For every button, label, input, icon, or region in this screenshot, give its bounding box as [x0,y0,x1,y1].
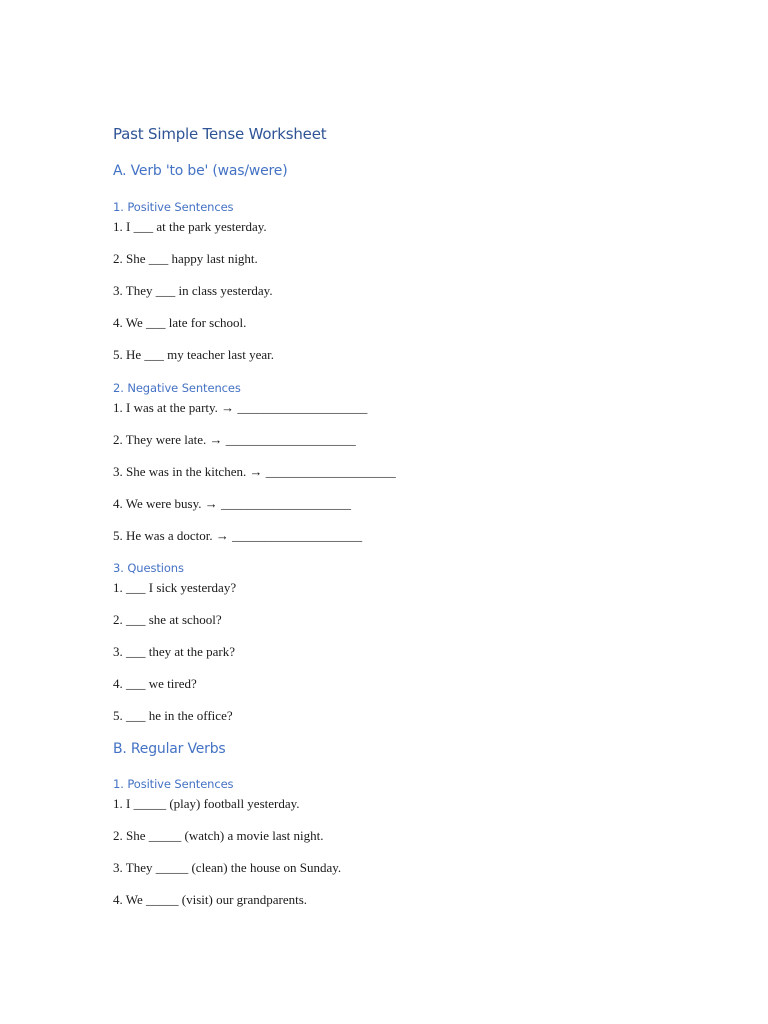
subsection-heading-b1: 1. Positive Sentences [113,777,234,791]
exercise-item: 1. I _____ (play) football yesterday. [113,796,300,811]
exercise-item: 5. He ___ my teacher last year. [113,347,274,362]
subsection-heading-a2: 2. Negative Sentences [113,381,241,395]
exercise-item: 2. ___ she at school? [113,612,222,627]
exercise-item: 3. They ___ in class yesterday. [113,283,273,298]
exercise-item: 4. We were busy. → ____________________ [113,496,351,511]
subsection-heading-a1: 1. Positive Sentences [113,200,234,214]
subsection-heading-a3: 3. Questions [113,561,184,575]
exercise-item: 4. We _____ (visit) our grandparents. [113,892,308,907]
section-heading-b: B. Regular Verbs [113,741,226,757]
page-title: Past Simple Tense Worksheet [113,125,327,143]
section-heading-a: A. Verb 'to be' (was/were) [113,163,288,179]
exercise-item: 1. ___ I sick yesterday? [113,580,237,595]
exercise-item: 2. They were late. → ____________________ [113,432,356,447]
exercise-item: 4. ___ we tired? [113,676,197,691]
exercise-item: 1. I ___ at the park yesterday. [113,219,267,234]
exercise-item: 3. They _____ (clean) the house on Sunday. [113,860,342,875]
exercise-item: 1. I was at the party. → ____________________ [113,400,368,415]
exercise-item: 3. ___ they at the park? [113,644,236,659]
exercise-item: 3. She was in the kitchen. → ____________________ [113,464,396,479]
exercise-item: 5. ___ he in the office? [113,708,233,723]
exercise-item: 2. She ___ happy last night. [113,251,258,266]
exercise-item: 5. He was a doctor. → ____________________ [113,528,363,543]
exercise-item: 2. She _____ (watch) a movie last night. [113,828,324,843]
exercise-item: 4. We ___ late for school. [113,315,247,330]
